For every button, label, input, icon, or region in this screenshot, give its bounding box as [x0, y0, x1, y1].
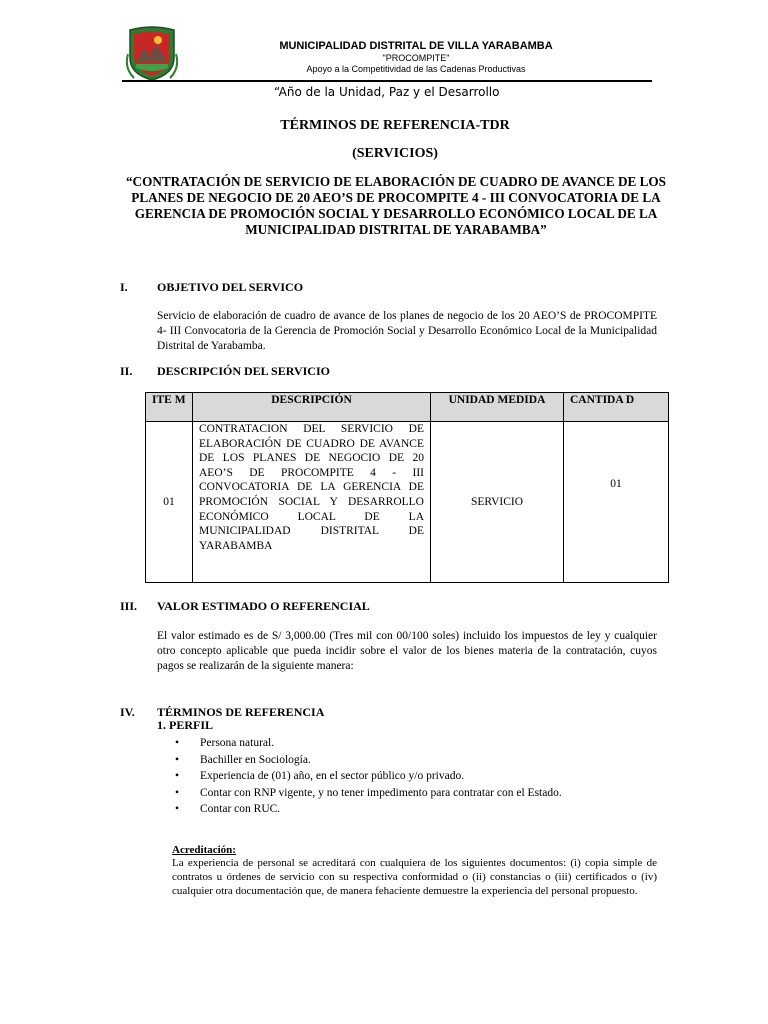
service-title: “CONTRATACIÓN DE SERVICIO DE ELABORACIÓN DE CUADRO DE AVANCE DE LOS PLANES DE NEGOCIO DE 20 AEO’S DE PROCOMPITE 4 - III CONVOCATORIA DE LA GERENCIA DE PROMOCIÓN SOCIAL Y DESARROLLO ECONÓMICO LOCAL DE LA MUNICIPALIDAD DISTRITAL DE YARABAMBA” — [125, 174, 667, 237]
section-3-title: VALOR ESTIMADO O REFERENCIAL — [157, 599, 370, 613]
cell-item: 01 — [146, 422, 193, 583]
list-item: • Persona natural. — [170, 735, 562, 752]
section-1-number: I. — [120, 280, 128, 294]
service-table — [145, 392, 669, 583]
bullet-icon: • — [175, 753, 180, 766]
section-4-number: IV. — [120, 705, 135, 719]
section-1-text: Servicio de elaboración de cuadro de avance de los planes de negocio de los 20 AEO’S de PROCOMPITE 4- III Convocatoria de la Gerencia de Promoción Social y Desarrollo Económico Local de la Municipalidad Distrital de Yarabamba. — [157, 310, 657, 352]
list-item: • Contar con RUC. — [170, 801, 562, 818]
program-name: "PROCOMPITE" — [382, 53, 450, 63]
document-subtitle: (SERVICIOS) — [352, 146, 438, 161]
accreditation-text: La experiencia de personal se acreditará con cualquiera de los siguientes documentos: (i) copia simple de contratos u órdenes de servicio con su respectiva conformidad o (ii) constancias o (iii) certificados o (iv) cualquier otra documentación que, de manera fehaciente demuestre la experiencia del personal propuesto. — [172, 857, 657, 897]
section-3-number: III. — [120, 599, 138, 613]
list-item: • Contar con RNP vigente, y no tener impedimento para contratar con el Estado. — [170, 785, 562, 802]
document-title: TÉRMINOS DE REFERENCIA-TDR — [280, 118, 510, 133]
cell-quantity: 01 — [564, 422, 669, 583]
header-unit: UNIDAD MEDIDA — [431, 393, 564, 422]
letterhead-text — [180, 40, 652, 75]
header-divider — [122, 80, 652, 82]
municipality-name: MUNICIPALIDAD DISTRITAL DE VILLA YARABAMBA — [279, 40, 553, 52]
cell-unit: SERVICIO — [431, 422, 564, 583]
letterhead — [120, 22, 652, 80]
bullet-icon: • — [175, 803, 180, 815]
table-row — [146, 422, 669, 583]
bullet-icon: • — [175, 737, 180, 749]
municipal-shield-logo — [124, 24, 180, 82]
bullet-icon: • — [175, 770, 180, 782]
header-quantity: CANTIDA D — [564, 393, 669, 422]
list-item: • Bachiller en Sociología. — [170, 752, 562, 769]
table-header-row — [146, 393, 669, 422]
accreditation-title: Acreditación: — [172, 844, 236, 856]
year-motto: “Año de la Unidad, Paz y el Desarrollo — [274, 85, 500, 99]
profile-subsection-title: 1. PERFIL — [157, 718, 214, 732]
section-3-text: El valor estimado es de S/ 3,000.00 (Tres mil con 00/100 soles) incluido los impuestos de ley y cualquier otro concepto aplicable que pueda incidir sobre el valor de los bienes materia de la contratación, cuyos pagos se realizarán de la siguiente manera: — [157, 630, 657, 672]
header-item: ITE M — [146, 393, 193, 422]
list-item: • Experiencia de (01) año, en el sector público y/o privado. — [170, 768, 562, 785]
tagline: Apoyo a la Competitividad de las Cadenas Productivas — [306, 64, 526, 74]
bullet-icon: • — [175, 786, 180, 799]
cell-description: CONTRATACION DEL SERVICIO DE ELABORACIÓN DE CUADRO DE AVANCE DE LOS PLANES DE NEGOCIO DE 20 AEO’S DE PROCOMPITE 4 - III CONVOCATORIA DE LA GERENCIA DE PROMOCIÓN SOCIAL Y DESARROLLO ECONÓMICO LOCAL DE LA MUNICIPALIDAD DISTRITAL DE YARABAMBA — [193, 422, 431, 583]
section-1-title: OBJETIVO DEL SERVICO — [157, 280, 304, 294]
header-description: DESCRIPCIÓN — [193, 393, 431, 422]
section-2-number: II. — [120, 364, 133, 378]
section-2-title: DESCRIPCIÓN DEL SERVICIO — [157, 364, 330, 378]
section-4-title: TÉRMINOS DE REFERENCIA — [157, 705, 325, 719]
profile-requirements-list — [170, 735, 562, 818]
